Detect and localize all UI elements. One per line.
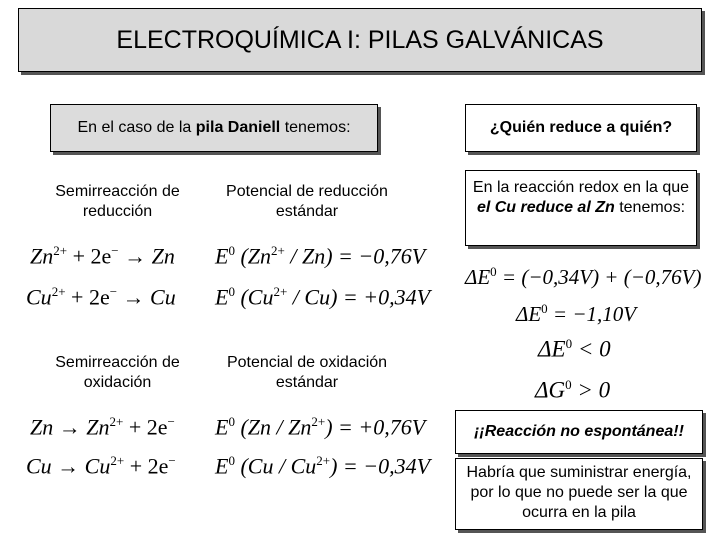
oxidation-equation-zn: $Zn \to Zn^{2+} + 2e^-$ <box>30 414 175 440</box>
case-text-pre: En el caso de la <box>77 119 192 136</box>
reduction-equation-cu: $Cu^{2+} + 2e^- \to Cu$ <box>26 284 176 310</box>
delta-g-positive: $\Delta G^0 > 0$ <box>535 377 611 403</box>
case-text-bold: pila Daniell <box>195 119 281 136</box>
redox-text-italic: el Cu reduce al Zn <box>476 199 615 216</box>
delta-e-negative: $\Delta E^0 < 0$ <box>538 336 611 362</box>
oxidation-potential-cu: $E^0$ $(Cu / Cu^{2+}) = -0,34V$ <box>215 453 431 479</box>
non-spontaneous-text: ¡¡Reacción no espontánea!! <box>474 423 684 440</box>
title-banner <box>18 8 702 72</box>
non-spontaneous-box <box>455 410 703 454</box>
reduction-potential-zn: $E^0$ $(Zn^{2+} / Zn) = -0,76V$ <box>215 243 426 269</box>
energy-note-text: Habría que suministrar energía, por lo que no puede ser la que ocurra en la pila <box>466 464 692 521</box>
question-box <box>465 104 697 152</box>
reduction-equation-zn: $Zn^{2+} + 2e^- \to Zn$ <box>30 243 175 269</box>
case-text-post: tenemos: <box>284 119 351 136</box>
oxidation-half-label: Semirreacción de oxidación <box>55 354 180 391</box>
reduction-half-label: Semirreacción de reducción <box>55 183 180 220</box>
page-title: ELECTROQUÍMICA I: PILAS GALVÁNICAS <box>116 25 604 54</box>
question-text: ¿Quién reduce a quién? <box>489 119 673 136</box>
reduction-potential-cu: $E^0$ $(Cu^{2+} / Cu) = +0,34V$ <box>215 284 431 310</box>
oxidation-potential-label: Potencial de oxidación estándar <box>226 354 388 391</box>
redox-text-post: tenemos: <box>614 199 686 216</box>
redox-text-pre: En la reacción redox en la que <box>472 179 690 196</box>
oxidation-potential-zn: $E^0$ $(Zn / Zn^{2+}) = +0,76V$ <box>215 414 426 440</box>
energy-note-box <box>455 458 703 530</box>
daniell-case-box <box>50 104 378 152</box>
redox-box <box>465 170 697 246</box>
reduction-potential-label: Potencial de reducción estándar <box>226 183 388 220</box>
delta-e-value: $\Delta E^0 = -1,10V$ <box>516 301 637 326</box>
oxidation-equation-cu: $Cu \to Cu^{2+} + 2e^-$ <box>26 453 176 479</box>
delta-e-sum: $\Delta E^0 = (-0,34V) + (-0,76V)$ <box>465 264 702 289</box>
